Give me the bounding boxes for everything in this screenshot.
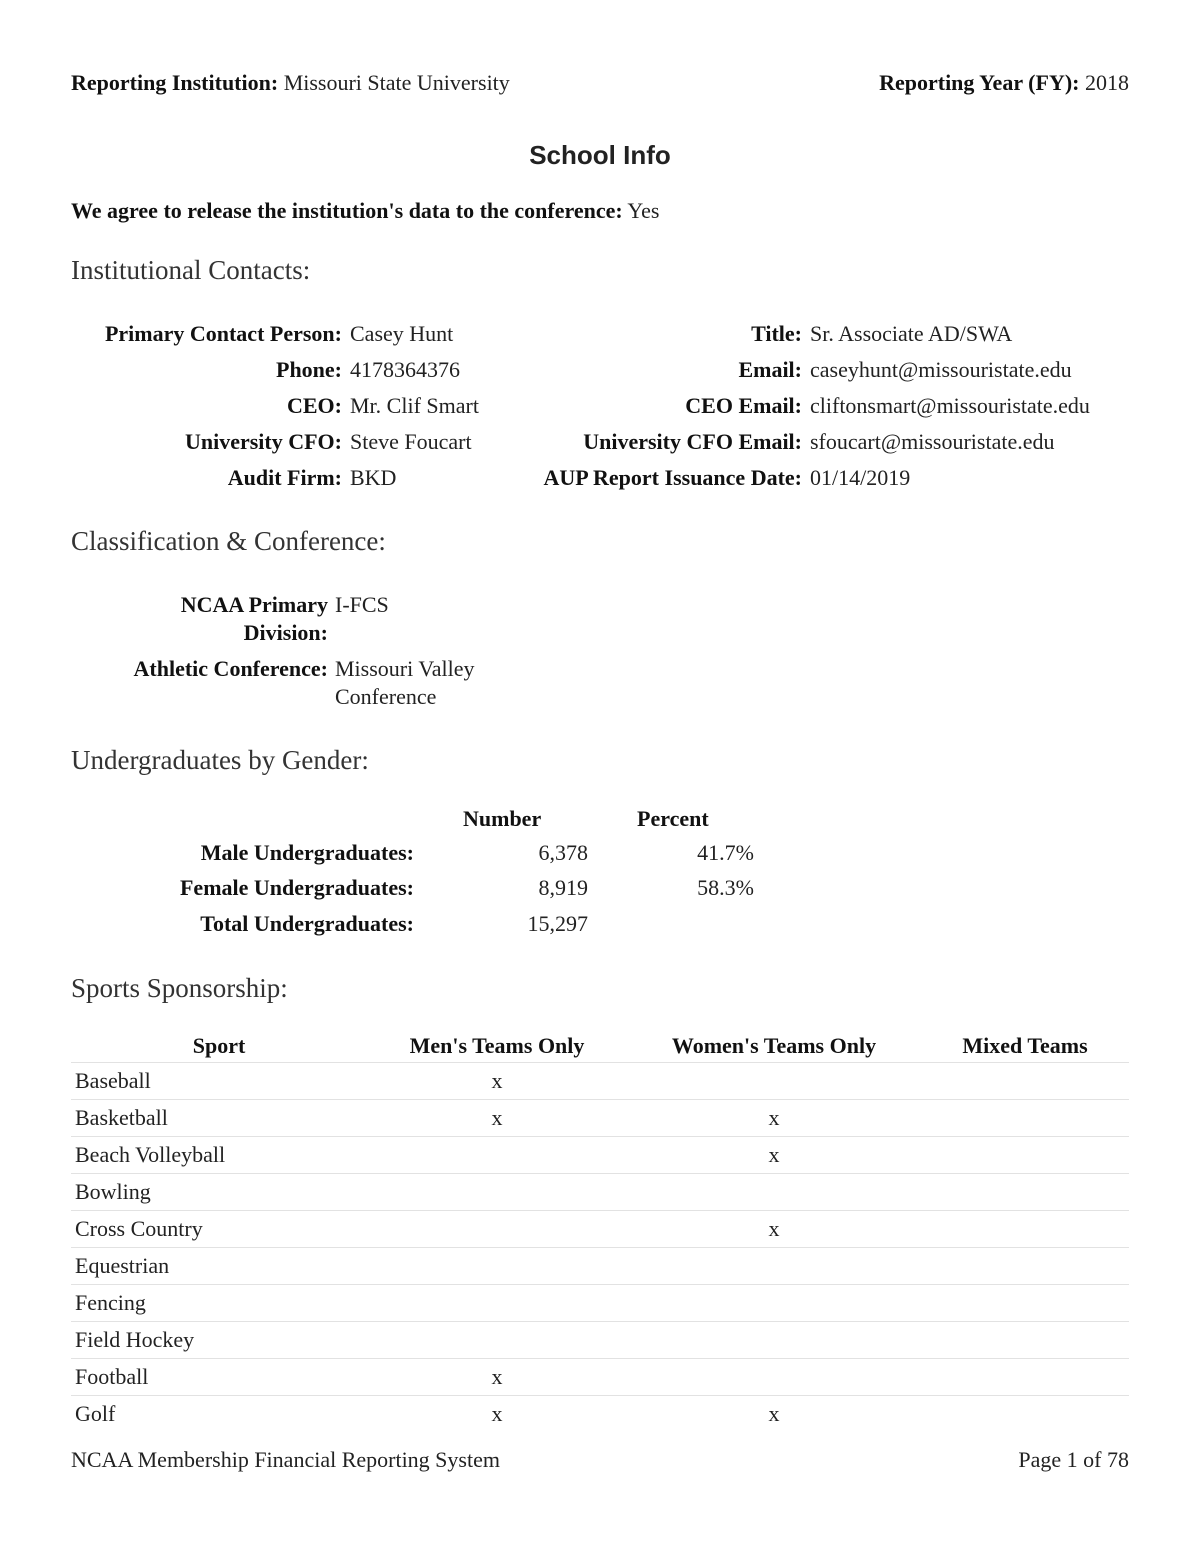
mixed-team-mark bbox=[921, 1285, 1129, 1322]
contact-email: caseyhunt@missouristate.edu bbox=[810, 357, 1072, 382]
undergraduates-heading: Undergraduates by Gender: bbox=[71, 745, 369, 775]
column-header-sport: Sport bbox=[71, 1030, 367, 1063]
undergrad-percent: 58.3% bbox=[697, 875, 754, 900]
sport-name: Field Hockey bbox=[71, 1322, 367, 1359]
sport-name: Football bbox=[71, 1359, 367, 1396]
reporting-institution-label: Reporting Institution: bbox=[71, 70, 279, 95]
contact-value: 01/14/2019 bbox=[810, 465, 911, 490]
women-team-mark bbox=[627, 1063, 921, 1100]
agreement-value: Yes bbox=[627, 198, 660, 223]
women-team-mark: x bbox=[627, 1211, 921, 1248]
mixed-team-mark bbox=[921, 1137, 1129, 1174]
sport-name: Baseball bbox=[71, 1063, 367, 1100]
women-team-mark bbox=[627, 1174, 921, 1211]
athletic-conference-label: Athletic Conference: bbox=[133, 656, 328, 681]
women-team-mark: x bbox=[768, 1401, 780, 1426]
contact-value: Sr. Associate AD/SWA bbox=[810, 321, 1013, 346]
data-release-agreement bbox=[71, 198, 659, 224]
men-team-mark bbox=[367, 1322, 627, 1359]
column-header-women: Women's Teams Only bbox=[627, 1030, 921, 1063]
undergrad-number: 8,919 bbox=[538, 875, 588, 900]
men-team-mark bbox=[367, 1174, 627, 1211]
reporting-year-label: Reporting Year (FY): bbox=[879, 70, 1080, 95]
contact-label: CEO Email: bbox=[685, 393, 802, 418]
women-team-mark: x bbox=[627, 1137, 921, 1174]
sport-name: Equestrian bbox=[71, 1248, 367, 1285]
number-column-header: Number bbox=[463, 806, 542, 831]
sports-sponsorship-table bbox=[71, 1030, 1129, 1432]
sport-name: Fencing bbox=[71, 1285, 367, 1322]
mixed-team-mark bbox=[921, 1248, 1129, 1285]
undergrad-number: 6,378 bbox=[538, 840, 588, 865]
mixed-team-mark bbox=[921, 1174, 1129, 1211]
women-team-mark bbox=[627, 1322, 921, 1359]
contact-email: cliftonsmart@missouristate.edu bbox=[810, 393, 1090, 418]
contact-label: CEO: bbox=[287, 393, 342, 418]
footer-system-name: NCAA Membership Financial Reporting System bbox=[71, 1447, 500, 1472]
undergrad-label: Female Undergraduates: bbox=[179, 875, 414, 900]
column-header-men: Men's Teams Only bbox=[367, 1030, 627, 1063]
undergrad-label: Male Undergraduates: bbox=[200, 840, 414, 865]
reporting-year bbox=[879, 70, 1129, 96]
athletic-conference-value: Missouri Valley Conference bbox=[335, 656, 475, 709]
undergrad-label: Total Undergraduates: bbox=[200, 911, 414, 936]
contact-value: BKD bbox=[350, 465, 397, 490]
reporting-institution-value: Missouri State University bbox=[283, 70, 510, 95]
men-team-mark bbox=[367, 1137, 627, 1174]
sport-name: Beach Volleyball bbox=[71, 1137, 367, 1174]
table-row bbox=[71, 1396, 1129, 1433]
women-team-mark bbox=[627, 1359, 921, 1396]
contact-label: University CFO: bbox=[184, 429, 342, 454]
undergrad-percent: 41.7% bbox=[697, 840, 754, 865]
sport-name: Golf bbox=[75, 1401, 116, 1426]
reporting-institution bbox=[71, 70, 510, 96]
mixed-team-mark bbox=[921, 1322, 1129, 1359]
sport-name: Cross Country bbox=[71, 1211, 367, 1248]
men-team-mark: x bbox=[367, 1359, 627, 1396]
men-team-mark bbox=[367, 1248, 627, 1285]
ncaa-division-value: I-FCS bbox=[335, 592, 389, 617]
women-team-mark bbox=[627, 1285, 921, 1322]
agreement-label: We agree to release the institution's data to the conference: bbox=[71, 198, 623, 223]
institutional-contacts-heading: Institutional Contacts: bbox=[71, 255, 311, 285]
women-team-mark: x bbox=[627, 1100, 921, 1137]
undergrad-row bbox=[0, 911, 1200, 941]
ncaa-division-label: NCAA Primary Division: bbox=[180, 592, 328, 645]
contact-label: Audit Firm: bbox=[227, 465, 342, 490]
women-team-mark bbox=[627, 1248, 921, 1285]
mixed-team-mark bbox=[921, 1359, 1129, 1396]
men-team-mark bbox=[367, 1211, 627, 1248]
contact-label: University CFO Email: bbox=[583, 429, 802, 454]
contact-label: Phone: bbox=[276, 357, 342, 382]
mixed-team-mark bbox=[921, 1100, 1129, 1137]
contact-label: Email: bbox=[738, 357, 802, 382]
contact-email: sfoucart@missouristate.edu bbox=[810, 429, 1055, 454]
sport-name: Basketball bbox=[71, 1100, 367, 1137]
undergrad-row bbox=[0, 875, 1200, 905]
classification-heading: Classification & Conference: bbox=[71, 526, 386, 556]
undergrad-number: 15,297 bbox=[527, 911, 588, 936]
contact-label: Title: bbox=[751, 321, 802, 346]
table-row bbox=[71, 1174, 1129, 1211]
page-title: School Info bbox=[529, 140, 671, 170]
contact-label: Primary Contact Person: bbox=[104, 321, 342, 346]
mixed-team-mark bbox=[921, 1396, 1129, 1433]
mixed-team-mark bbox=[921, 1063, 1129, 1100]
men-team-mark bbox=[367, 1285, 627, 1322]
men-team-mark: x bbox=[367, 1063, 627, 1100]
table-row bbox=[71, 1248, 1129, 1285]
men-team-mark: x bbox=[367, 1100, 627, 1137]
contact-value: Casey Hunt bbox=[350, 321, 454, 346]
men-team-mark: x bbox=[491, 1401, 503, 1426]
table-row bbox=[71, 1137, 1129, 1174]
contact-label: AUP Report Issuance Date: bbox=[543, 465, 802, 490]
sport-name: Bowling bbox=[71, 1174, 367, 1211]
contact-value: Steve Foucart bbox=[350, 429, 472, 454]
column-header-mixed: Mixed Teams bbox=[921, 1030, 1129, 1063]
table-row bbox=[71, 1100, 1129, 1137]
table-row bbox=[71, 1285, 1129, 1322]
table-row bbox=[71, 1063, 1129, 1100]
table-row bbox=[71, 1359, 1129, 1396]
percent-column-header: Percent bbox=[637, 806, 709, 831]
mixed-team-mark bbox=[921, 1211, 1129, 1248]
reporting-year-value: 2018 bbox=[1085, 70, 1129, 95]
undergrad-row bbox=[0, 840, 1200, 870]
contact-value: Mr. Clif Smart bbox=[350, 393, 479, 418]
table-row bbox=[71, 1322, 1129, 1359]
table-header-row bbox=[71, 1030, 1129, 1063]
contact-value: 4178364376 bbox=[350, 357, 460, 382]
table-row bbox=[71, 1211, 1129, 1248]
sports-sponsorship-heading: Sports Sponsorship: bbox=[71, 973, 288, 1003]
page-number: Page 1 of 78 bbox=[1018, 1447, 1129, 1472]
